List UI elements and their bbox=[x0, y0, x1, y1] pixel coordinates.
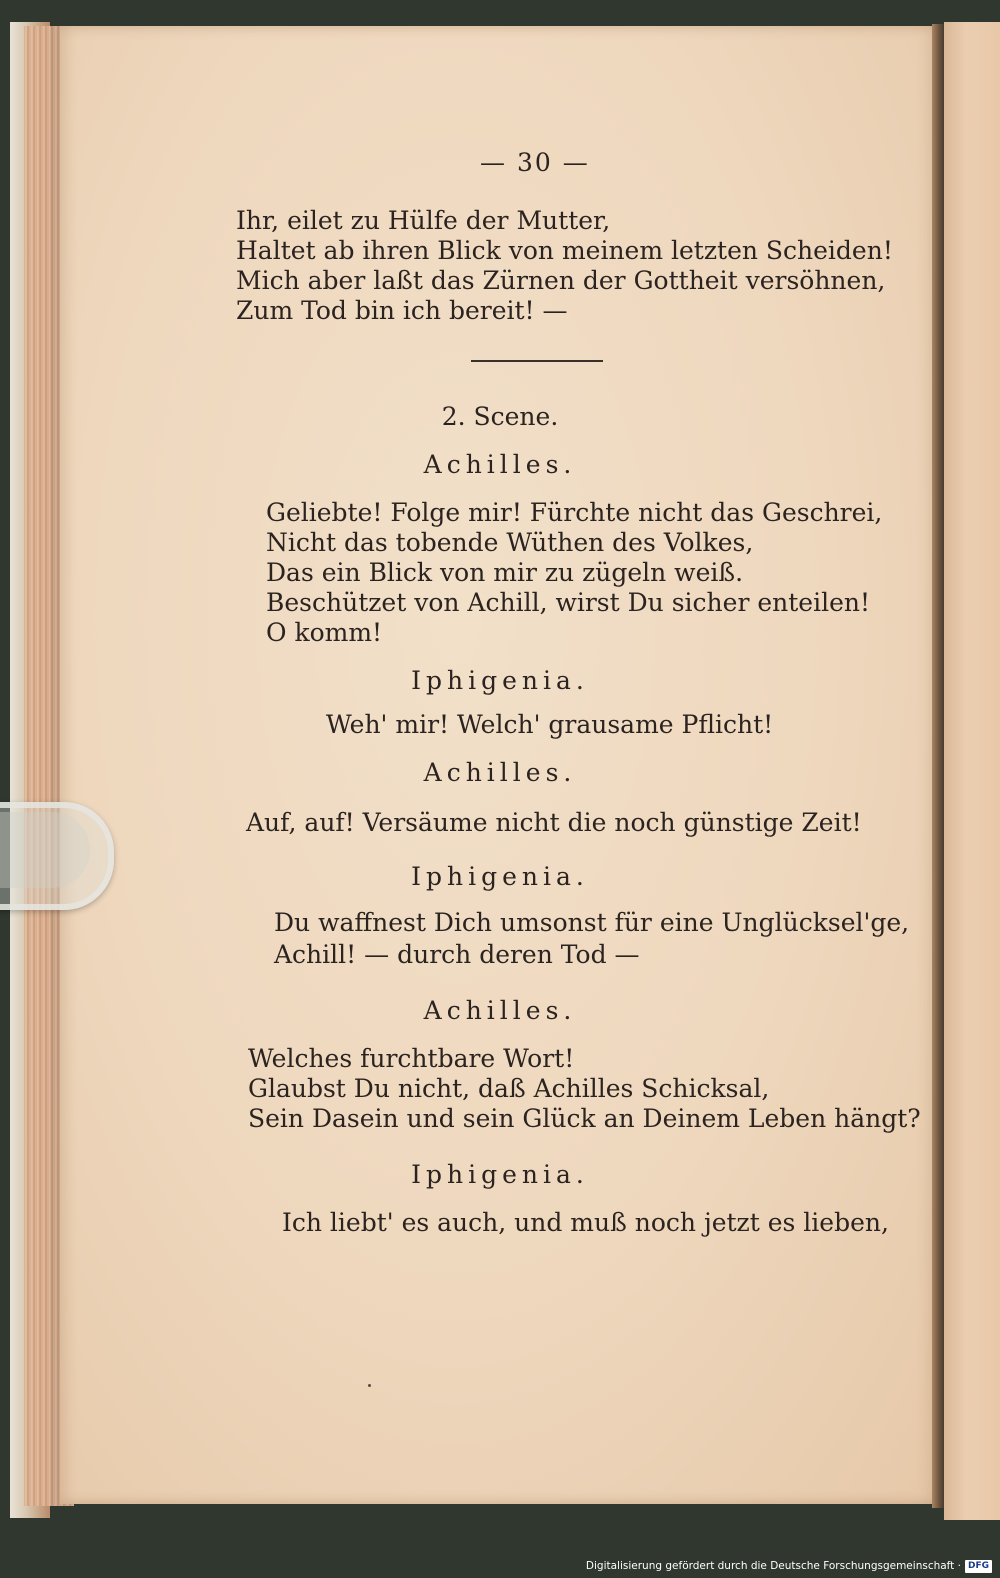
speaker-name: Iphigenia. bbox=[411, 666, 589, 695]
verse-line: O komm! bbox=[266, 618, 383, 647]
verse-line: Glaubst Du nicht, daß Achilles Schicksal, bbox=[248, 1074, 770, 1103]
verse-line: Das ein Blick von mir zu zügeln weiß. bbox=[266, 558, 744, 587]
verse-line: Mich aber laßt das Zürnen der Gottheit versöhnen, bbox=[236, 266, 886, 295]
verse-line: Ihr, eilet zu Hülfe der Mutter, bbox=[236, 206, 611, 235]
verse-line: Du waffnest Dich umsonst für eine Unglücksel'ge, bbox=[274, 908, 910, 937]
verse-line: Nicht das tobende Wüthen des Volkes, bbox=[266, 528, 754, 557]
page-number: — 30 — bbox=[480, 148, 590, 177]
speaker-name: Iphigenia. bbox=[411, 862, 589, 891]
speaker-name: Iphigenia. bbox=[411, 1160, 589, 1189]
speaker-name: Achilles. bbox=[423, 758, 577, 787]
verse-line: Auf, auf! Versäume nicht die noch günstige Zeit! bbox=[246, 808, 862, 837]
paper-speck bbox=[368, 1384, 371, 1387]
facing-page-edge bbox=[944, 22, 1000, 1520]
dfg-logo-icon: DFG bbox=[965, 1560, 992, 1573]
speaker-name: Achilles. bbox=[423, 450, 577, 479]
verse-line: Weh' mir! Welch' grausame Pflicht! bbox=[326, 710, 774, 739]
verse-line: Achill! — durch deren Tod — bbox=[274, 940, 640, 969]
verse-line: Zum Tod bin ich bereit! — bbox=[236, 296, 568, 325]
speaker-name: Achilles. bbox=[423, 996, 577, 1025]
verse-line: Beschützet von Achill, wirst Du sicher enteilen! bbox=[266, 588, 871, 617]
page-clip bbox=[0, 802, 114, 910]
verse-line: Welches furchtbare Wort! bbox=[248, 1044, 575, 1073]
footer-text: Digitalisierung gefördert durch die Deutsche Forschungsgemeinschaft · bbox=[585, 1560, 961, 1572]
verse-line: Sein Dasein und sein Glück an Deinem Leben hängt? bbox=[248, 1104, 921, 1133]
verse-line: Haltet ab ihren Blick von meinem letzten Scheiden! bbox=[236, 236, 893, 265]
scene-heading: 2. Scene. bbox=[441, 402, 559, 431]
verse-line: Geliebte! Folge mir! Fürchte nicht das Geschrei, bbox=[266, 498, 883, 527]
section-rule bbox=[471, 360, 603, 362]
digitization-footer bbox=[586, 1558, 992, 1574]
verse-line: Ich liebt' es auch, und muß noch jetzt es lieben, bbox=[282, 1208, 889, 1237]
